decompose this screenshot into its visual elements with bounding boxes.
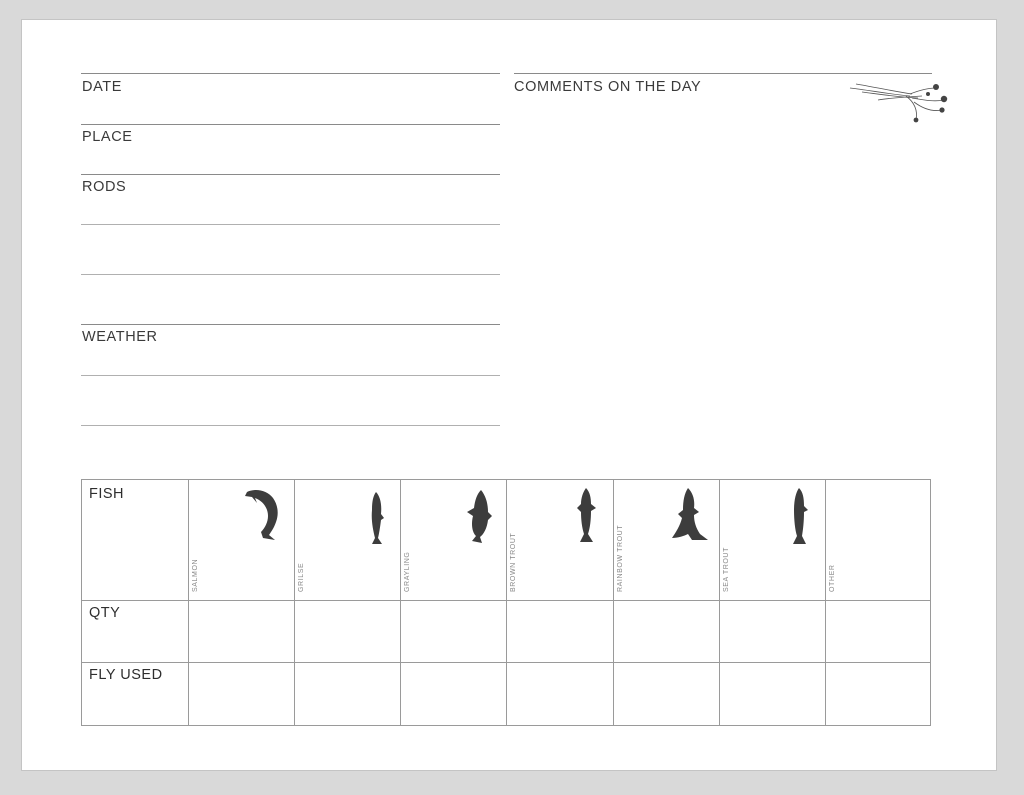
- weather-line-3[interactable]: [81, 425, 500, 426]
- comments-label: COMMENTS ON THE DAY: [514, 79, 702, 95]
- species-label-brown-trout: BROWN TROUT: [510, 532, 517, 592]
- species-label-grayling: GRAYLING: [404, 551, 411, 592]
- place-line[interactable]: [81, 124, 500, 125]
- col-divider-7: [825, 480, 826, 725]
- species-label-grilse: GRILSE: [298, 562, 305, 592]
- grayling-icon: [464, 490, 494, 546]
- species-label-sea-trout: SEA TROUT: [723, 547, 730, 592]
- species-label-other: OTHER: [829, 564, 836, 592]
- date-label: DATE: [82, 79, 122, 95]
- fly-used-row-label: FLY USED: [89, 667, 163, 683]
- rods-line-2[interactable]: [81, 224, 500, 225]
- grilse-icon: [369, 492, 385, 546]
- qty-cell[interactable]: [189, 601, 825, 662]
- brown-trout-icon: [576, 488, 598, 544]
- rods-line-3[interactable]: [81, 274, 500, 275]
- fish-row-label: FISH: [89, 486, 125, 502]
- weather-label: WEATHER: [82, 329, 158, 345]
- weather-line-2[interactable]: [81, 375, 500, 376]
- rods-label: RODS: [82, 179, 127, 195]
- flower-sprig-icon: [848, 80, 954, 124]
- species-label-salmon: SALMON: [192, 558, 199, 592]
- date-line: [81, 73, 500, 74]
- leaping-salmon-icon: [245, 488, 281, 540]
- sea-trout-icon: [790, 488, 810, 546]
- species-label-rainbow-trout: RAINBOW TROUT: [617, 524, 624, 592]
- catch-table: [81, 479, 931, 726]
- rods-line[interactable]: [81, 174, 500, 175]
- weather-line[interactable]: [81, 324, 500, 325]
- fly-used-cell[interactable]: [189, 663, 825, 725]
- place-label: PLACE: [82, 129, 133, 145]
- qty-row-label: QTY: [89, 605, 121, 621]
- rainbow-trout-icon: [670, 488, 708, 542]
- comments-line[interactable]: [514, 73, 932, 74]
